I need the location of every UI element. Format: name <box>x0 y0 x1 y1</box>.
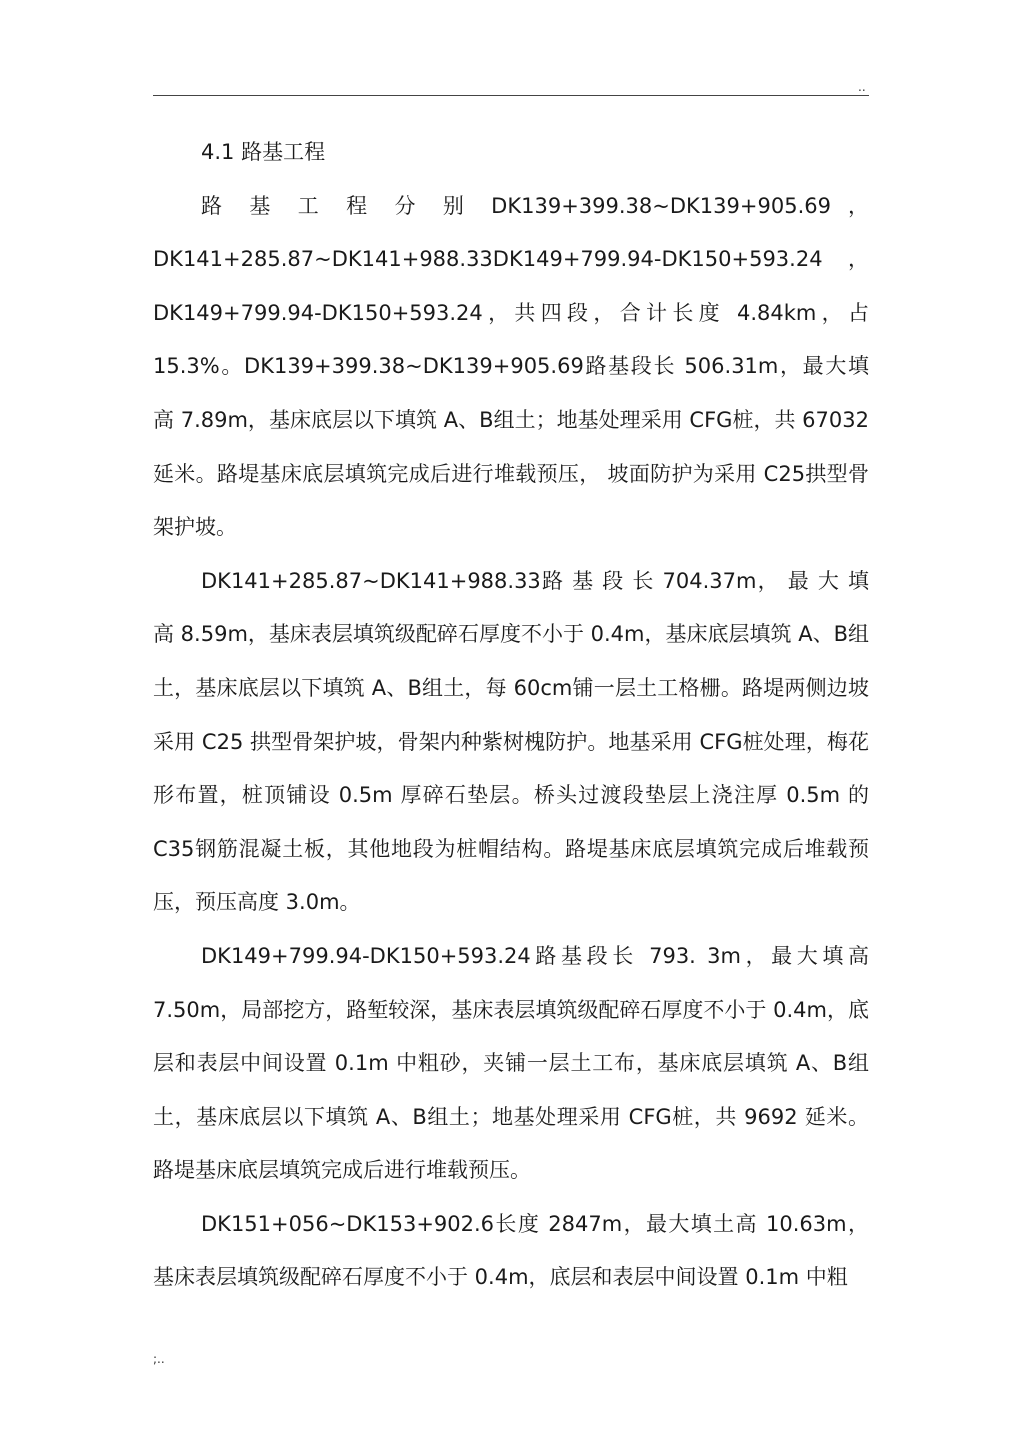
footer-mark: ;.. <box>153 1352 165 1366</box>
document-body <box>153 126 869 1305</box>
section-title: 4.1 路基工程 <box>201 140 326 164</box>
header-mark: .. <box>858 80 866 94</box>
paragraph-4: DK151+056~DK153+902.6长度 2847m，最大填土高 10.63m，基床表层填筑级配碎石厚度不小于 0.4m，底层和表层中间设置 0.1m 中粗 <box>153 1211 869 1290</box>
paragraph-1: 路 基 工 程 分 别 DK139+399.38~DK139+905.69 ，DK141+285.87~DK141+988.33DK149+799.94-DK150+593.24，DK149+799.94-DK150+593.24，共四段，合计长度 4.84km，占 15.3%。DK139+399.38~DK139+905.69路基段长 506.31m，最大填高 7.89m，基床底层以下填筑 A、B组土；地基处理采用 CFG桩，共 67032 延米。路堤基床底层填筑完成后进行堆载预压， 坡面防护为采用 C25拱型骨架护坡。 <box>153 193 869 540</box>
paragraph-3: DK149+799.94-DK150+593.24路基段长 793. 3m，最大填高 7.50m，局部挖方，路堑较深，基床表层填筑级配碎石厚度不小于 0.4m，底层和表层中间设置 0.1m 中粗砂，夹铺一层土工布，基床底层填筑 A、B组土，基床底层以下填筑 A、B组土；地基处理采用 CFG桩，共 9692 延米。路堤基床底层填筑完成后进行堆载预压。 <box>153 943 869 1183</box>
header-rule <box>153 95 869 96</box>
paragraph-2: DK141+285.87~DK141+988.33路 基 段 长 704.37m， 最 大 填 高 8.59m，基床表层填筑级配碎石厚度不小于 0.4m，基床底层填筑 A、B组土，基床底层以下填筑 A、B组土，每 60cm铺一层土工格栅。路堤两侧边坡采用 C25 拱型骨架护坡，骨架内种紫树槐防护。地基采用 CFG桩处理，梅花形布置，桩顶铺设 0.5m 厚碎石垫层。桥头过渡段垫层上浇注厚 0.5m 的 C35钢筋混凝土板，其他地段为桩帽结构。路堤基床底层填筑完成后堆载预压，预压高度 3.0m。 <box>153 568 869 915</box>
